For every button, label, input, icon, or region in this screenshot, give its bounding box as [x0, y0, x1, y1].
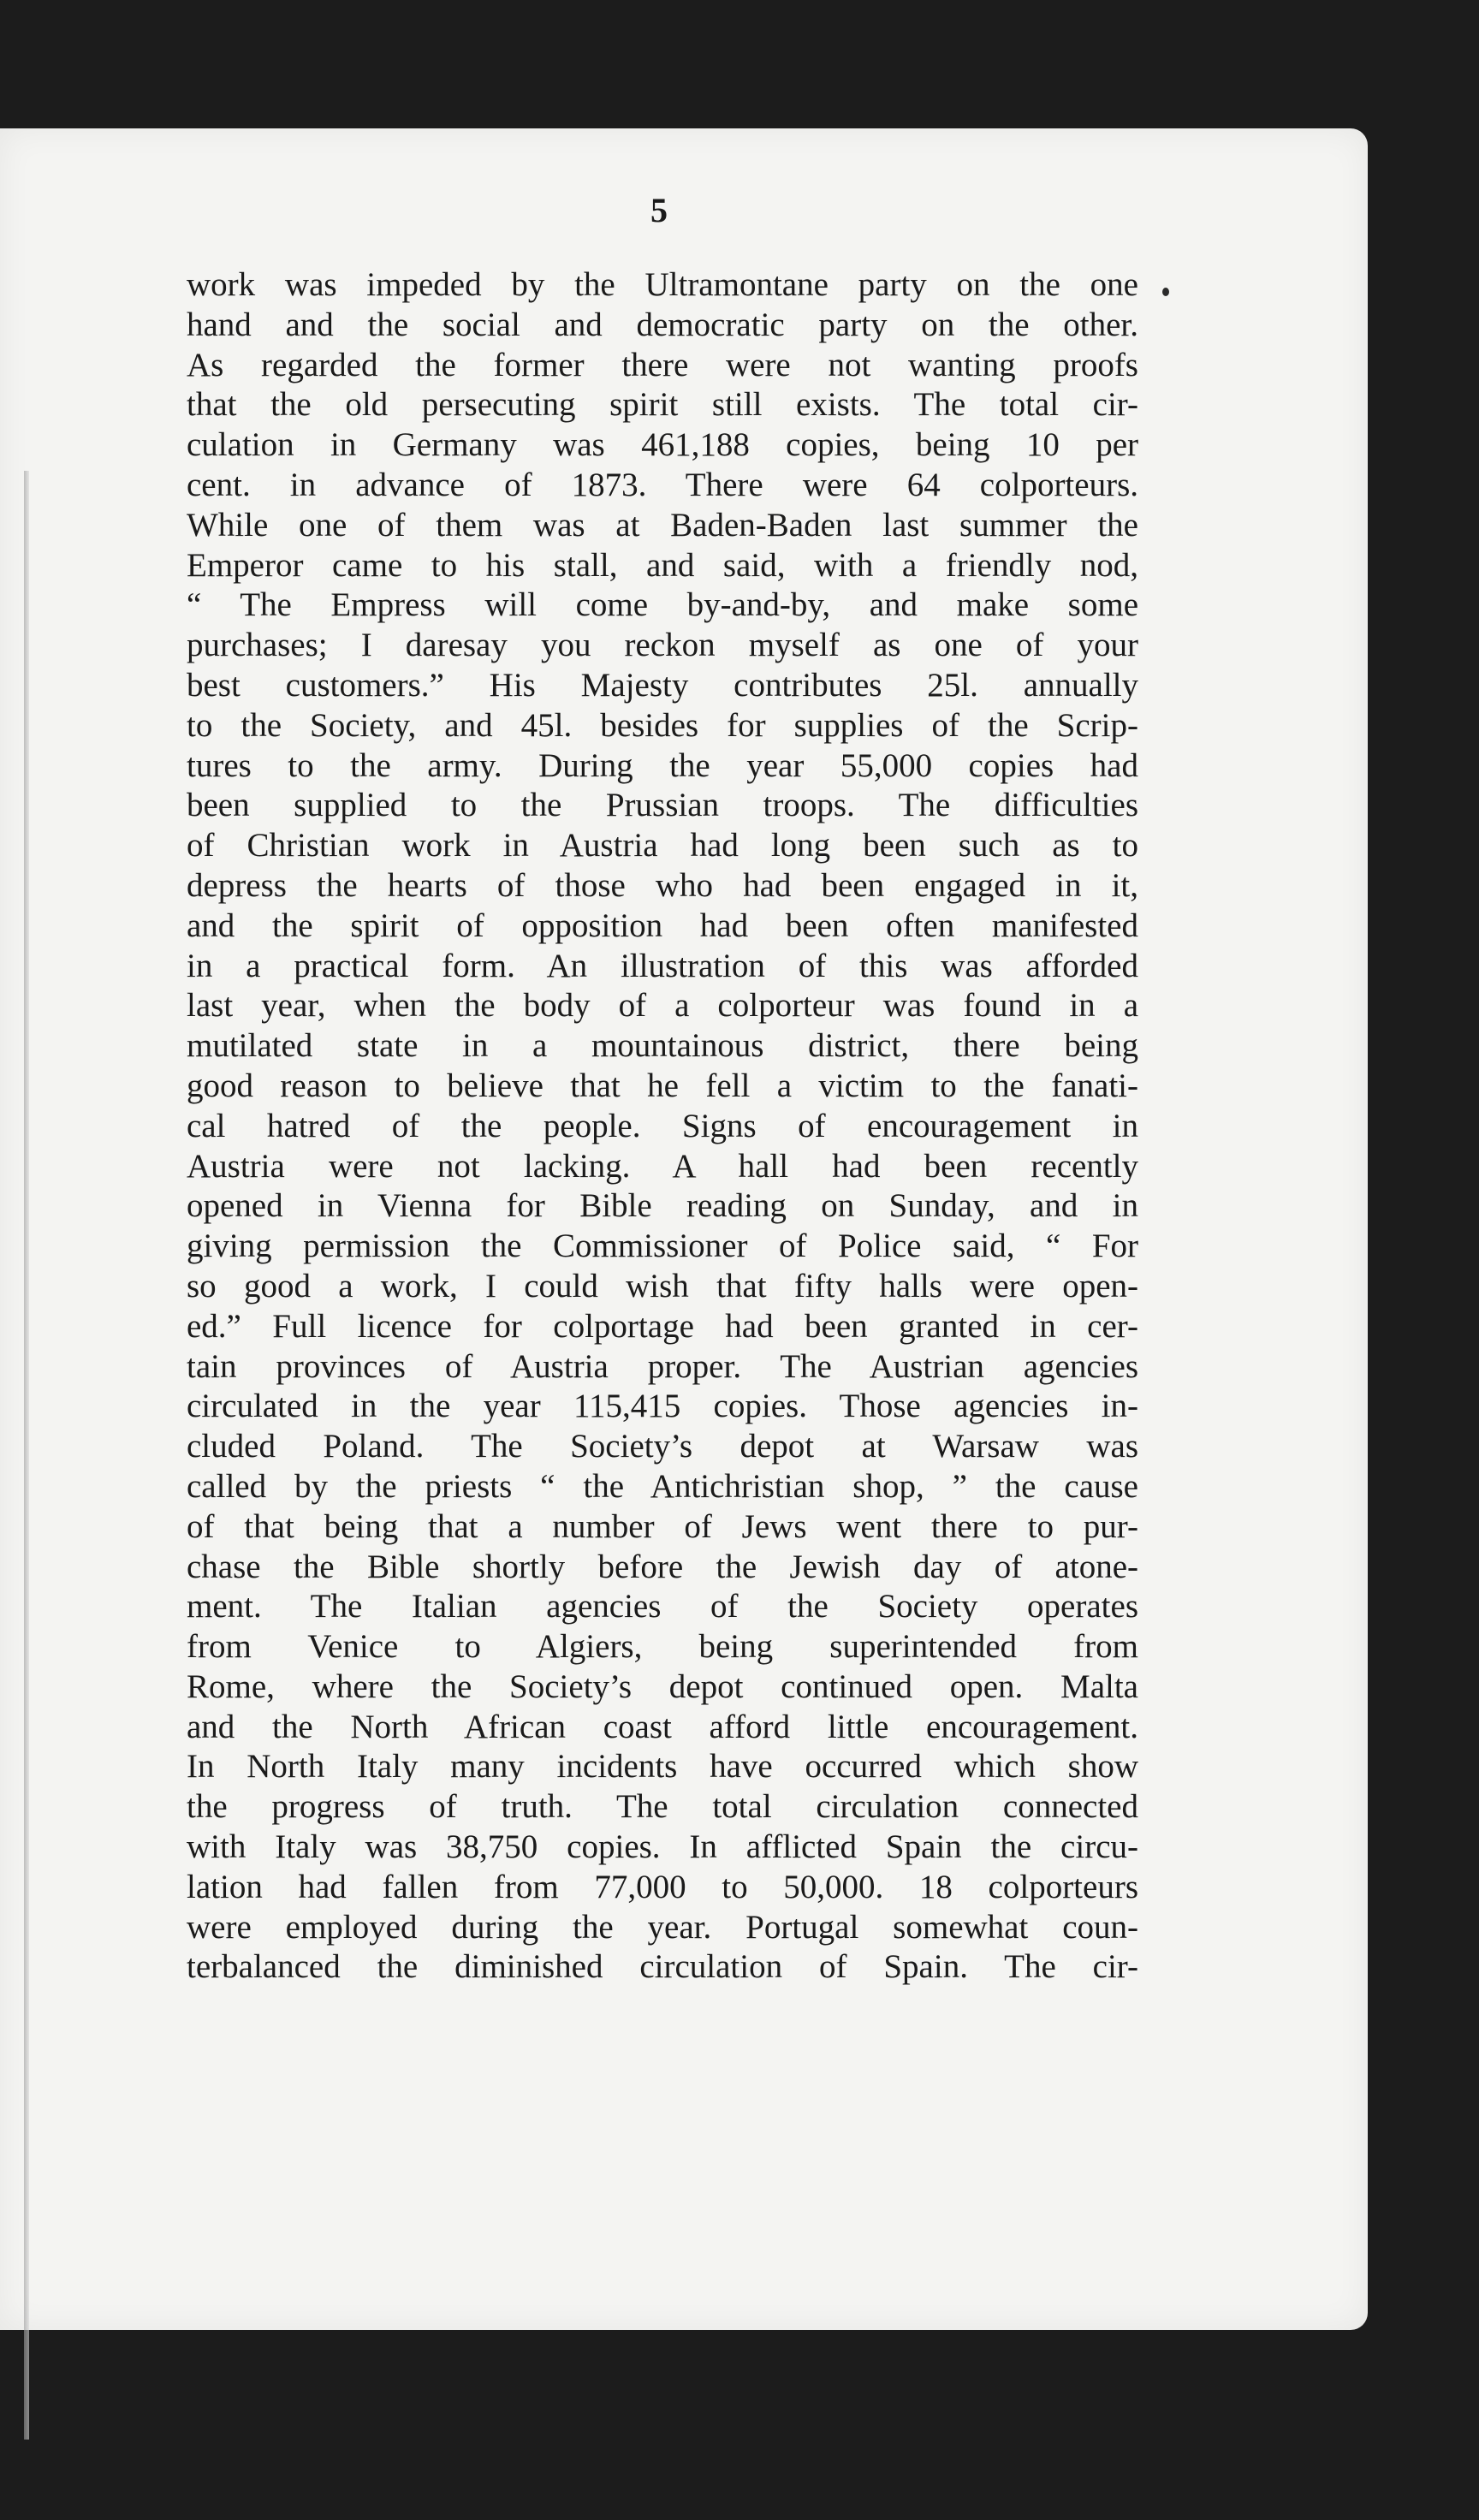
text-line: As regarded the former there were not wanting proofs	[187, 346, 1138, 383]
text-line: culation in Germany was 461,188 copies, being 10 per	[187, 426, 1138, 464]
text-line: the progress of truth. The total circulation connected	[187, 1788, 1138, 1826]
text-line: While one of them was at Baden-Baden last summer the	[187, 506, 1138, 544]
page-gutter-shadow	[24, 471, 29, 2440]
text-line: good reason to believe that he fell a victim to the fanati-	[187, 1067, 1138, 1104]
text-line: cluded Poland. The Society’s depot at Warsaw was	[187, 1428, 1138, 1465]
text-line: Austria were not lacking. A hall had been recently	[187, 1147, 1138, 1185]
text-line: and the North African coast afford little encouragement.	[187, 1708, 1138, 1745]
text-line: been supplied to the Prussian troops. The difficulties	[187, 787, 1138, 824]
dust-speck	[1162, 288, 1169, 296]
text-line: depress the hearts of those who had been engaged in it,	[187, 866, 1138, 904]
text-line: terbalanced the diminished circulation of Spain. The cir-	[187, 1948, 1138, 1986]
text-line: cal hatred of the people. Signs of encouragement in	[187, 1107, 1138, 1144]
text-line: chase the Bible shortly before the Jewish day of atone-	[187, 1548, 1138, 1585]
text-line: that the old persecuting spirit still exists. The total cir-	[187, 386, 1138, 424]
text-line: in a practical form. An illustration of this was afforded	[187, 947, 1138, 984]
text-line: of that being that a number of Jews went there to pur-	[187, 1507, 1138, 1545]
text-line: tures to the army. During the year 55,000 copies had	[187, 746, 1138, 784]
text-line: to the Society, and 45l. besides for supplies of the Scrip-	[187, 706, 1138, 744]
text-line: of Christian work in Austria had long been such as to	[187, 827, 1138, 865]
text-line: work was impeded by the Ultramontane party on the one	[187, 266, 1138, 303]
text-line: giving permission the Commissioner of Police said, “ For	[187, 1227, 1138, 1265]
text-line: hand and the social and democratic party on the other.	[187, 306, 1138, 343]
body-text	[187, 265, 1138, 1988]
text-line: ment. The Italian agencies of the Society operates	[187, 1588, 1138, 1626]
text-line: Rome, where the Society’s depot continued open. Malta	[187, 1667, 1138, 1705]
page-number: 5	[650, 191, 668, 229]
text-line: ed.” Full licence for colportage had been granted in cer-	[187, 1307, 1138, 1345]
text-line: last year, when the body of a colporteur was found in a	[187, 987, 1138, 1025]
text-line: lation had fallen from 77,000 to 50,000. 18 colporteurs	[187, 1868, 1138, 1905]
text-line: so good a work, I could wish that fifty halls were open-	[187, 1267, 1138, 1305]
text-line: purchases; I daresay you reckon myself as one of your	[187, 627, 1138, 664]
text-line: were employed during the year. Portugal somewhat coun-	[187, 1908, 1138, 1946]
text-line: tain provinces of Austria proper. The Austrian agencies	[187, 1347, 1138, 1385]
text-line: Emperor came to his stall, and said, with a friendly nod,	[187, 546, 1138, 584]
text-line: from Venice to Algiers, being superintended from	[187, 1628, 1138, 1666]
text-line: with Italy was 38,750 copies. In afflicted Spain the circu-	[187, 1828, 1138, 1866]
text-line: circulated in the year 115,415 copies. Those agencies in-	[187, 1388, 1138, 1425]
text-line: opened in Vienna for Bible reading on Sunday, and in	[187, 1187, 1138, 1225]
text-line: In North Italy many incidents have occurred which show	[187, 1748, 1138, 1786]
text-line: mutilated state in a mountainous district, there being	[187, 1027, 1138, 1065]
text-line: “ The Empress will come by-and-by, and make some	[187, 586, 1138, 624]
text-line: called by the priests “ the Antichristian shop, ” the cause	[187, 1467, 1138, 1505]
text-line: and the spirit of opposition had been often manifested	[187, 906, 1138, 944]
text-line: best customers.” His Majesty contributes 25l. annually	[187, 666, 1138, 704]
text-line: cent. in advance of 1873. There were 64 colporteurs.	[187, 466, 1138, 503]
